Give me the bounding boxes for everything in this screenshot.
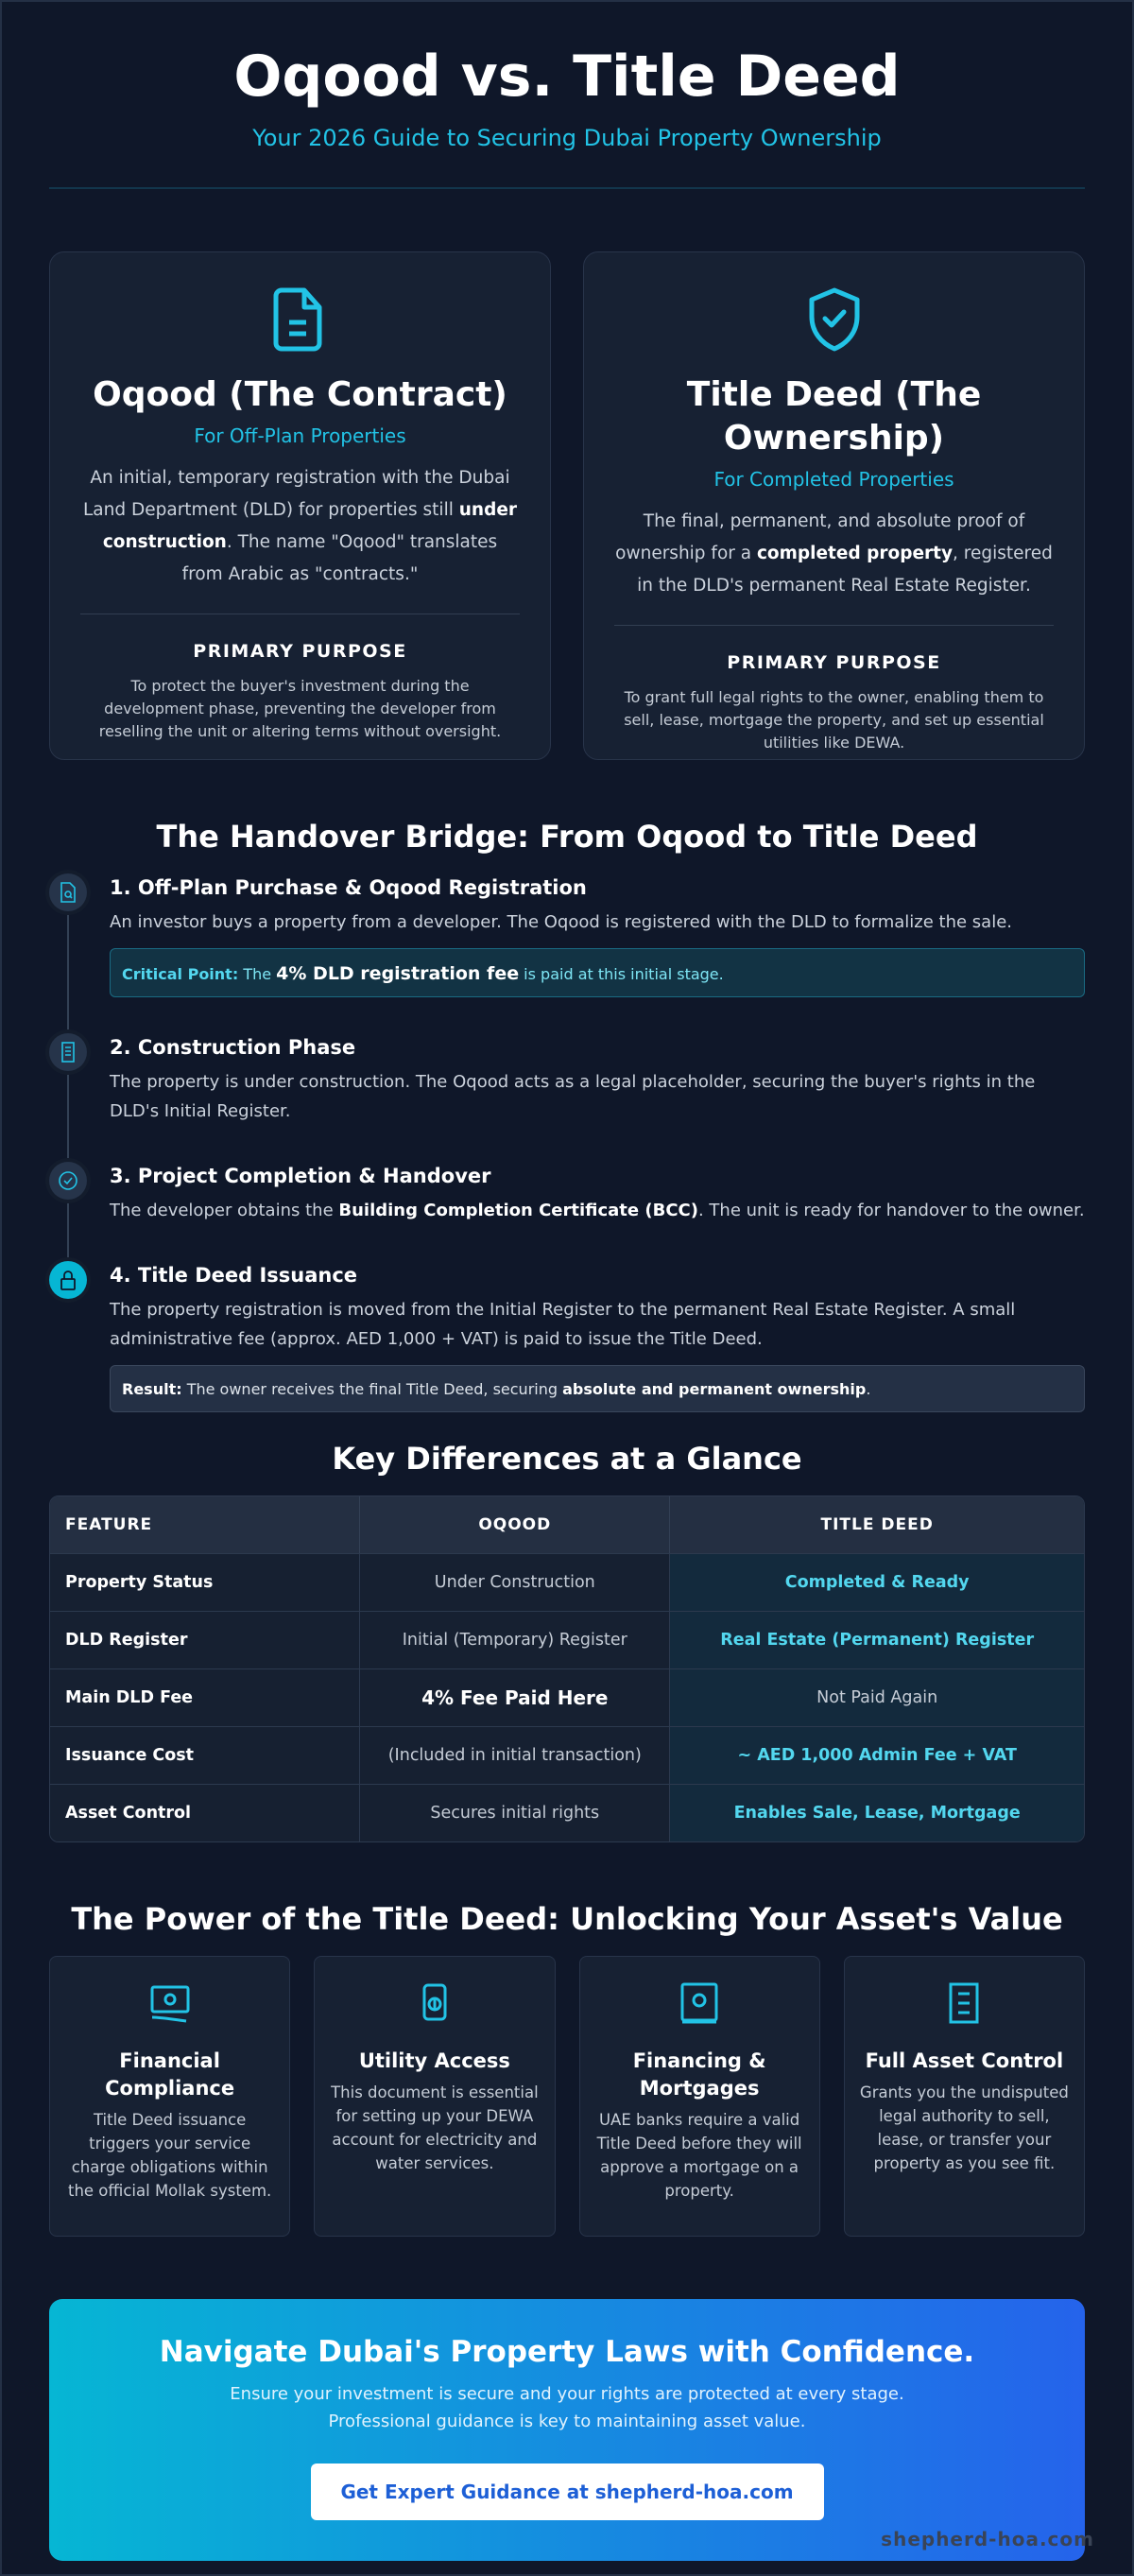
lock-icon [49, 1261, 87, 1299]
check-circle-icon [49, 1162, 87, 1200]
building-icon [49, 1033, 87, 1071]
document-search-icon [49, 873, 87, 911]
table-row [50, 1726, 1084, 1784]
step-title: 3. Project Completion & Handover [110, 1165, 491, 1187]
divider [49, 187, 1085, 189]
table-row [50, 1668, 1084, 1726]
feature-text: Title Deed issuance triggers your service charge obligations within the official Mollak system. [67, 2111, 272, 2200]
column-header: TITLE DEED [670, 1496, 1084, 1553]
cta-text: Ensure your investment is secure and your rights are protected at every stage. Professional guidance is key to maintaining asset value. [230, 2384, 904, 2431]
feature-title: Financial Compliance [105, 2049, 235, 2100]
shield-check-icon [806, 286, 863, 353]
cell: Secures initial rights [360, 1784, 670, 1841]
page-title: Oqood vs. Title Deed [233, 43, 901, 110]
power-heading: The Power of the Title Deed: Unlocking Your Asset's Value [71, 1901, 1063, 1937]
timeline-step [49, 1033, 1085, 1126]
card-title: Oqood (The Contract) [93, 375, 507, 414]
table-row [50, 1611, 1084, 1668]
watermark: shepherd-hoa.com [881, 2528, 1094, 2550]
timeline-step [49, 1162, 1085, 1225]
step-title: 2. Construction Phase [110, 1036, 356, 1059]
column-header: OQOOD [360, 1496, 670, 1553]
cell: Completed & Ready [670, 1553, 1084, 1611]
cell: Issuance Cost [50, 1726, 360, 1784]
feature-title: Financing & Mortgages [632, 2049, 766, 2100]
step-text: The developer obtains the Building Completion Certificate (BCC). The unit is ready for handover to the owner. [110, 1201, 1085, 1220]
step-title: 1. Off-Plan Purchase & Oqood Registration [110, 876, 587, 899]
result-callout: Result: The owner receives the final Title Deed, securing absolute and permanent ownership. [110, 1365, 1085, 1412]
card-tag: For Completed Properties [713, 468, 954, 491]
table-header-row [50, 1496, 1084, 1553]
cell: Property Status [50, 1553, 360, 1611]
title-deed-card [583, 251, 1085, 760]
card-description: An initial, temporary registration with the Dubai Land Department (DLD) for properties still under construction. The name "Oqood" translates from Arabic as "contracts." [83, 468, 517, 584]
feature-text: Grants you the undisputed legal authority to sell, lease, or transfer your property as you see fit. [859, 2083, 1069, 2172]
oqood-card [49, 251, 551, 760]
cell: Under Construction [360, 1553, 670, 1611]
safe-icon [678, 1981, 721, 2025]
cell: DLD Register [50, 1611, 360, 1668]
cell: ~ AED 1,000 Admin Fee + VAT [670, 1726, 1084, 1784]
table-row [50, 1784, 1084, 1841]
card-title: Title Deed (The Ownership) [686, 375, 982, 458]
comparison-table [49, 1495, 1085, 1842]
column-header: FEATURE [50, 1496, 360, 1553]
step-text: An investor buys a property from a developer. The Oqood is registered with the DLD to formalize the sale. [110, 912, 1013, 932]
critical-point-callout: Critical Point: The 4% DLD registration fee is paid at this initial stage. [110, 948, 1085, 997]
cell: Main DLD Fee [50, 1668, 360, 1726]
step-text: The property is under construction. The Oqood acts as a legal placeholder, securing the buyer's rights in the DLD's Initial Register. [110, 1072, 1036, 1121]
divider [614, 625, 1054, 626]
step-text: The property registration is moved from the Initial Register to the permanent Real Estate Register. A small administrative fee (approx. AED 1,000 + VAT) is paid to issue the Title Deed. [110, 1300, 1016, 1349]
document-list-icon [942, 1981, 986, 2025]
feature-title: Full Asset Control [865, 2049, 1064, 2072]
feature-text: This document is essential for setting up your DEWA account for electricity and water services. [331, 2083, 539, 2172]
cell: Not Paid Again [670, 1668, 1084, 1726]
timeline-step [49, 873, 1085, 997]
table-heading: Key Differences at a Glance [332, 1441, 802, 1477]
cell: Asset Control [50, 1784, 360, 1841]
timeline-heading: The Handover Bridge: From Oqood to Title Deed [156, 819, 978, 855]
cell: Initial (Temporary) Register [360, 1611, 670, 1668]
feature-card [844, 1956, 1085, 2237]
utility-icon [413, 1981, 456, 2025]
page-subtitle: Your 2026 Guide to Securing Dubai Property Ownership [252, 125, 882, 151]
purpose-label: PRIMARY PURPOSE [193, 641, 407, 662]
timeline [49, 873, 1085, 1412]
purpose-label: PRIMARY PURPOSE [727, 652, 941, 673]
card-tag: For Off-Plan Properties [194, 424, 406, 447]
feature-card [49, 1956, 290, 2237]
feature-text: UAE banks require a valid Title Deed before they will approve a mortgage on a property. [596, 2111, 802, 2200]
feature-title: Utility Access [358, 2049, 510, 2072]
cta-title: Navigate Dubai's Property Laws with Confidence. [159, 2335, 975, 2369]
cell: 4% Fee Paid Here [360, 1668, 670, 1726]
feature-card [579, 1956, 820, 2237]
card-description: The final, permanent, and absolute proof of ownership for a completed property, registered in the DLD's permanent Real Estate Register. [615, 511, 1053, 596]
document-icon [272, 286, 329, 353]
step-title: 4. Title Deed Issuance [110, 1264, 358, 1287]
timeline-step [49, 1261, 1085, 1412]
cell: Real Estate (Permanent) Register [670, 1611, 1084, 1668]
table-row [50, 1553, 1084, 1611]
cell: (Included in initial transaction) [360, 1726, 670, 1784]
purpose-text: To protect the buyer's investment during the development phase, preventing the developer from reselling the unit or altering terms without oversight. [98, 677, 502, 740]
purpose-text: To grant full legal rights to the owner, enabling them to sell, lease, mortgage the property, and set up essential utilities like DEWA. [624, 688, 1044, 752]
money-icon [148, 1981, 192, 2025]
cta-banner [49, 2299, 1085, 2561]
cell: Enables Sale, Lease, Mortgage [670, 1784, 1084, 1841]
feature-card [314, 1956, 555, 2237]
expert-guidance-button[interactable]: Get Expert Guidance at shepherd-hoa.com [311, 2464, 824, 2520]
